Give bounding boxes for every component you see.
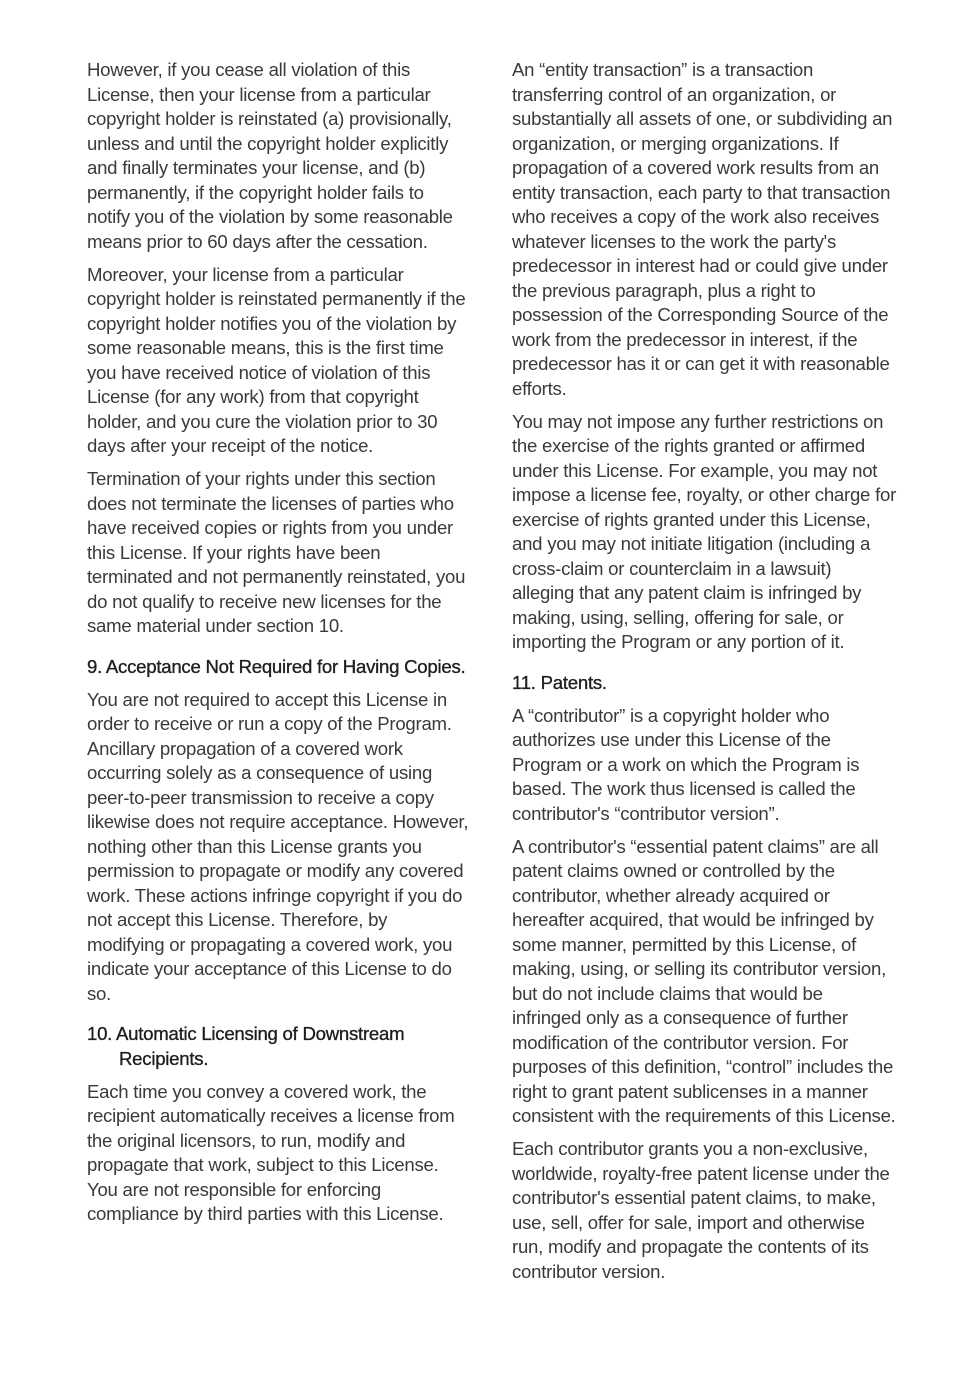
paragraph-essential-patent-claims: A contributor's “essential patent claims” are all patent claims owned or controlled by the contributor, whether already acquired or hereafter acquired, that would be infringed by some manner, permitted by this License, of making, using, or selling its contributor version, but do not include claims that would be infringed only as a consequence of further modification of the contributor version. For purposes of this definition, “control” includes the right to grant patent sublicenses in a manner consistent with the requirements of this License. xyxy=(512,835,896,1126)
paragraph-license-reinstatement-permanent: Moreover, your license from a particular copyright holder is reinstated permanently if the copyright holder notifies you of the violation by some reasonable means, this is the first time you have received notice of violation of this License (for any work) from that copyright holder, and you cure the violation prior to 30 days after your receipt of the notice. xyxy=(87,263,466,456)
heading-section-10: 10. Automatic Licensing of Downstream Recipients. xyxy=(87,1023,405,1069)
left-column xyxy=(87,58,469,1235)
heading-section-9: 9. Acceptance Not Required for Having Copies. xyxy=(87,655,466,677)
paragraph-acceptance-not-required: You are not required to accept this License in order to receive or run a copy of the Program. Ancillary propagation of a covered work occurring solely as a consequence of using peer-to-peer transmission to receive a copy likewise does not require acceptance. However, nothing other than this License grants you permission to propagate or modify any covered work. These actions infringe copyright if you do not accept this License. Therefore, by modifying or propagating a covered work, you indicate your acceptance of this License to do so. xyxy=(87,688,469,1004)
paragraph-automatic-licensing: Each time you convey a covered work, the recipient automatically receives a license from the original licensors, to run, modify and propagate that work, subject to this License. You are not responsible for enforcing compliance by third parties with this License. xyxy=(87,1080,455,1224)
paragraph-entity-transaction: An “entity transaction” is a transaction transferring control of an organization, or substantially all assets of one, or subdividing an organization, or merging organizations. If propagation of a covered work results from an entity transaction, each party to that transaction who receives a copy of the work also receives whatever licenses to the work the party's predecessor in interest had or could give under the previous paragraph, plus a right to possession of the Corresponding Source of the work from the predecessor in interest, if the predecessor has it or can get it with reasonable efforts. xyxy=(512,59,893,399)
paragraph-patent-license-grant: Each contributor grants you a non-exclusive, worldwide, royalty-free patent license under the contributor's essential patent claims, to make, use, sell, offer for sale, import and otherwise run, modify and propagate the contents of its contributor version. xyxy=(512,1138,890,1282)
paragraph-contributor-definition: A “contributor” is a copyright holder who authorizes use under this License of the Program or a work on which the Program is based. The work thus licensed is called the contributor's “contributor version”. xyxy=(512,704,860,824)
heading-section-11: 11. Patents. xyxy=(512,671,607,693)
paragraph-termination-scope: Termination of your rights under this section does not terminate the licenses of parties who have received copies or rights from you under this License. If your rights have been terminated and not permanently reinstated, you do not qualify to receive new licenses for the same material under section 10. xyxy=(87,468,466,636)
paragraph-license-reinstatement-provisional: However, if you cease all violation of this License, then your license from a particular copyright holder is reinstated (a) provisionally, unless and until the copyright holder explicitly and finally terminates your license, and (b) permanently, if the copyright holder fails to notify you of the violation by some reasonable means prior to 60 days after the cessation. xyxy=(87,59,453,252)
right-column xyxy=(512,58,896,1293)
paragraph-no-further-restrictions: You may not impose any further restrictions on the exercise of the rights granted or affirmed under this License. For example, you may not impose a license fee, royalty, or other charge for exercise of rights granted under this License, and you may not initiate litigation (including a cross-claim or counterclaim in a lawsuit) alleging that any patent claim is infringed by making, using, selling, offering for sale, or importing the Program or any portion of it. xyxy=(512,410,897,652)
